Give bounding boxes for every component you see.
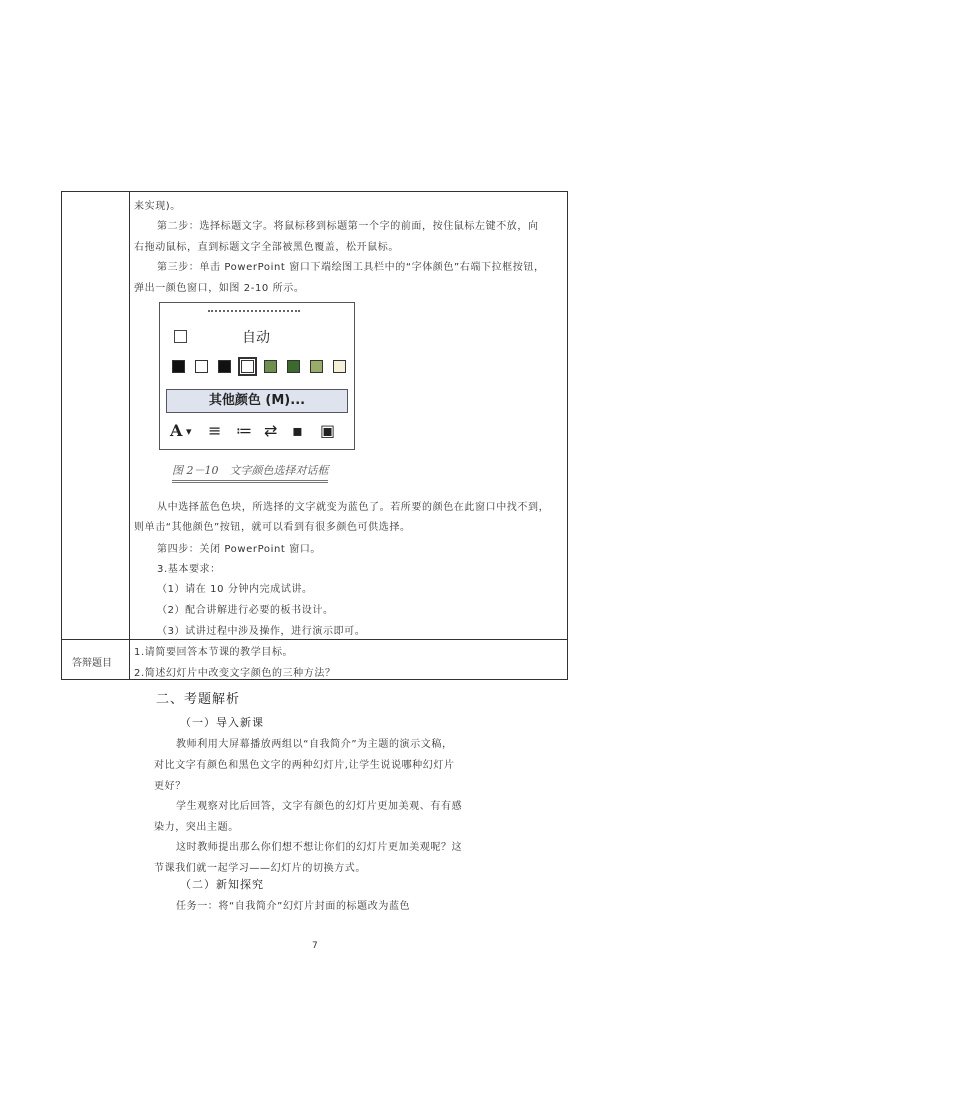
color-swatch-selected (241, 360, 254, 373)
color-swatch (333, 360, 346, 373)
table-line: 第四步：关闭 PowerPoint 窗口。 (157, 544, 322, 555)
dropdown-arrow-icon: ▾ (186, 425, 192, 438)
auto-color-label: 自动 (242, 330, 270, 346)
answer-question: 2.简述幻灯片中改变文字颜色的三种方法？ (134, 668, 336, 679)
table-line: 从中选择蓝色色块，所选择的文字就变为蓝色了。若所要的颜色在此窗口中找不到， (157, 502, 550, 513)
subsection-heading: （一）导入新课 (180, 716, 264, 729)
body-line: 这时教师提出那么你们想不想让你们的幻灯片更加美观呢？这 (176, 842, 463, 853)
body-line: 更好？ (154, 781, 186, 792)
figure-caption: 图 2－10 文字颜色选择对话框 (172, 464, 329, 477)
color-swatch (195, 360, 208, 373)
table-line: 来实现)。 (134, 201, 181, 212)
table-line: （2）配合讲解进行必要的板书设计。 (157, 605, 334, 616)
dash-style-icon: ≔ (236, 421, 252, 440)
arrow-style-icon: ⇄ (264, 421, 278, 440)
section-heading: 二、考题解析 (156, 692, 241, 707)
color-swatch (287, 360, 300, 373)
font-color-icon: A (170, 421, 183, 440)
answer-question: 1.请简要回答本节课的教学目标。 (134, 647, 294, 658)
line-style-icon: ≡ (208, 421, 222, 440)
row-divider (62, 639, 567, 640)
table-line: （1）请在 10 分钟内完成试讲。 (157, 584, 313, 595)
table-line: 第二步：选择标题文字。将鼠标移到标题第一个字的前面，按住鼠标左键不放，向 (157, 221, 539, 232)
answer-label: 答辩题目 (72, 658, 112, 669)
table-line: 右拖动鼠标，直到标题文字全部被黑色覆盖，松开鼠标。 (134, 242, 399, 253)
color-swatch (264, 360, 277, 373)
body-line: 学生观察对比后回答，文字有颜色的幻灯片更加美观、有有感 (176, 801, 463, 812)
dotted-separator (208, 310, 300, 312)
caption-rule (172, 480, 328, 483)
table-line: 3.基本要求： (157, 564, 221, 575)
table-line: （3）试讲过程中涉及操作，进行演示即可。 (157, 626, 366, 637)
auto-color-checkbox (174, 330, 187, 343)
color-swatch (172, 360, 185, 373)
body-line: 节课我们就一起学习——幻灯片的切换方式。 (154, 863, 366, 874)
font-color-dialog-image (159, 302, 355, 450)
more-colors-button: 其他颜色 (M)... (166, 389, 348, 413)
subsection-heading: （二）新知探究 (180, 878, 264, 891)
table-line: 则单击“其他颜色”按钮，就可以看到有很多颜色可供选择。 (134, 522, 411, 533)
shadow-icon: ▪ (292, 421, 303, 440)
3d-icon: ▣ (320, 421, 336, 440)
body-line: 任务一：将“自我简介”幻灯片封面的标题改为蓝色 (176, 901, 411, 912)
body-line: 对比文字有颜色和黑色文字的两种幻灯片,让学生说说哪种幻灯片 (154, 760, 455, 771)
column-divider (129, 192, 130, 679)
page-number: 7 (312, 941, 318, 951)
color-swatch (218, 360, 231, 373)
body-line: 教师利用大屏幕播放两组以“自我简介”为主题的演示文稿， (176, 739, 453, 750)
body-line: 染力，突出主题。 (154, 822, 239, 833)
color-swatch (310, 360, 323, 373)
table-line: 第三步：单击 PowerPoint 窗口下端绘图工具栏中的“字体颜色”右端下拉框按钮， (157, 262, 545, 273)
table-line: 弹出一颜色窗口，如图 2-10 所示。 (134, 283, 305, 294)
